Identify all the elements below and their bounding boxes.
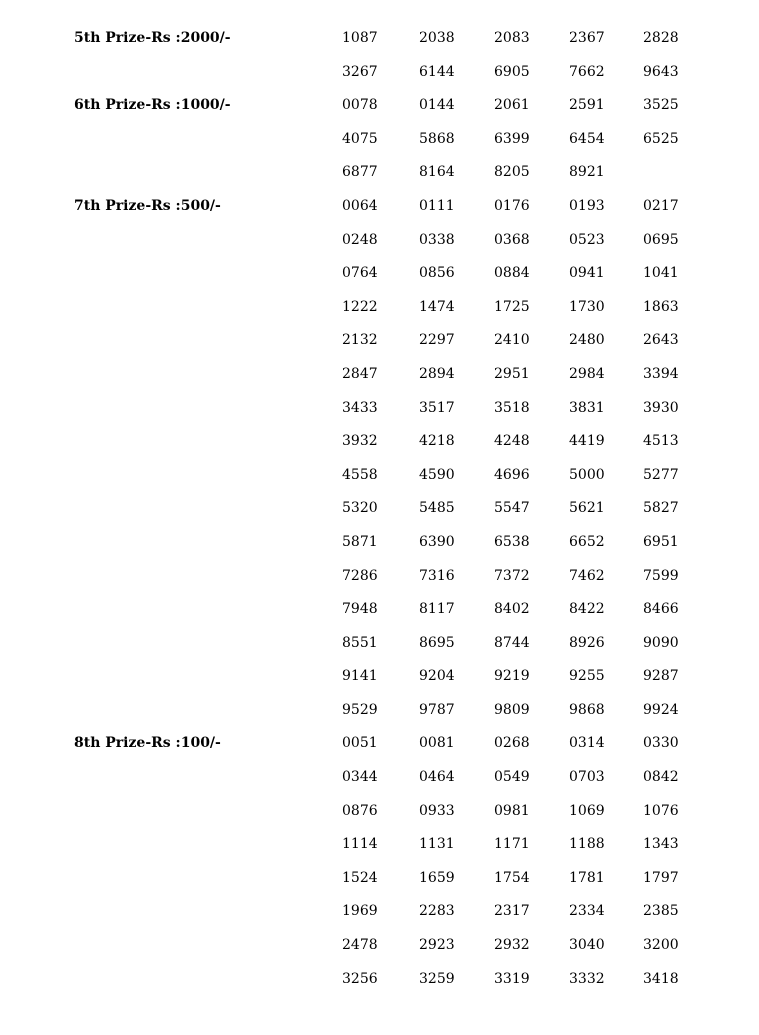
winning-number: 1343	[643, 836, 679, 853]
result-row	[0, 862, 759, 896]
winning-number: 2038	[419, 30, 455, 46]
winning-number: 6525	[643, 130, 679, 147]
winning-number: 2083	[494, 30, 530, 46]
result-row	[0, 123, 759, 157]
winning-number: 0344	[342, 769, 378, 786]
winning-number: 3259	[419, 970, 455, 987]
winning-number: 2385	[643, 903, 679, 920]
winning-number: 0856	[419, 265, 455, 282]
winning-number: 5868	[419, 130, 455, 147]
winning-number: 0876	[342, 802, 378, 819]
winning-number: 4075	[342, 130, 378, 147]
result-row	[0, 492, 759, 526]
winning-number: 2828	[643, 30, 679, 46]
result-row	[0, 526, 759, 560]
winning-number: 7462	[569, 567, 605, 584]
winning-number: 2480	[569, 332, 605, 349]
winning-number: 8402	[494, 601, 530, 618]
winning-number: 9809	[494, 701, 530, 718]
winning-number: 2334	[569, 903, 605, 920]
winning-number: 0933	[419, 802, 455, 819]
winning-number: 2894	[419, 365, 455, 382]
result-row	[0, 694, 759, 728]
winning-number: 1524	[342, 869, 378, 886]
result-row	[0, 392, 759, 426]
result-row	[0, 291, 759, 325]
result-row	[0, 560, 759, 594]
winning-number: 0884	[494, 265, 530, 282]
winning-number: 8205	[494, 164, 530, 181]
winning-number: 2643	[643, 332, 679, 349]
prize-label: 8th Prize-Rs :100/-	[74, 735, 221, 752]
winning-number: 2132	[342, 332, 378, 349]
winning-number: 1730	[569, 298, 605, 315]
winning-number: 0193	[569, 197, 605, 214]
winning-number: 3517	[419, 399, 455, 416]
result-row	[0, 660, 759, 694]
winning-number: 0549	[494, 769, 530, 786]
result-row	[0, 224, 759, 258]
winning-number: 4590	[419, 466, 455, 483]
winning-number: 2932	[494, 937, 530, 954]
result-row	[0, 156, 759, 190]
winning-number: 1069	[569, 802, 605, 819]
winning-number: 1725	[494, 298, 530, 315]
winning-number: 0764	[342, 265, 378, 282]
result-row	[0, 895, 759, 929]
winning-number: 9868	[569, 701, 605, 718]
winning-number: 0248	[342, 231, 378, 248]
winning-number: 2478	[342, 937, 378, 954]
winning-number: 2984	[569, 365, 605, 382]
winning-number: 3200	[643, 937, 679, 954]
winning-number: 8551	[342, 634, 378, 651]
winning-number: 1041	[643, 265, 679, 282]
winning-number: 2951	[494, 365, 530, 382]
winning-number: 3831	[569, 399, 605, 416]
winning-number: 9287	[643, 668, 679, 685]
result-row	[0, 324, 759, 358]
winning-number: 1863	[643, 298, 679, 315]
winning-number: 0111	[419, 197, 455, 214]
winning-number: 5871	[342, 533, 378, 550]
winning-number: 5621	[569, 500, 605, 517]
winning-number: 4558	[342, 466, 378, 483]
winning-number: 6951	[643, 533, 679, 550]
winning-number: 1087	[342, 30, 378, 46]
winning-number: 4696	[494, 466, 530, 483]
winning-number: 7948	[342, 601, 378, 618]
winning-number: 1171	[494, 836, 530, 853]
winning-number: 0078	[342, 97, 378, 114]
winning-number: 8422	[569, 601, 605, 618]
winning-number: 3418	[643, 970, 679, 987]
winning-number: 2317	[494, 903, 530, 920]
winning-number: 5320	[342, 500, 378, 517]
prize-label: 6th Prize-Rs :1000/-	[74, 97, 231, 114]
winning-number: 7316	[419, 567, 455, 584]
winning-number: 3267	[342, 63, 378, 80]
winning-number: 2591	[569, 97, 605, 114]
winning-number: 0144	[419, 97, 455, 114]
winning-number: 2283	[419, 903, 455, 920]
prize-label: 5th Prize-Rs :2000/-	[74, 30, 231, 46]
result-row	[0, 828, 759, 862]
result-row	[0, 257, 759, 291]
winning-number: 9787	[419, 701, 455, 718]
winning-number: 2410	[494, 332, 530, 349]
winning-number: 3930	[643, 399, 679, 416]
result-row	[0, 22, 759, 56]
winning-number: 0981	[494, 802, 530, 819]
winning-number: 0051	[342, 735, 378, 752]
winning-number: 3433	[342, 399, 378, 416]
result-row	[0, 459, 759, 493]
winning-number: 3518	[494, 399, 530, 416]
winning-number: 2923	[419, 937, 455, 954]
winning-number: 0842	[643, 769, 679, 786]
winning-number: 6454	[569, 130, 605, 147]
winning-number: 7372	[494, 567, 530, 584]
winning-number: 0695	[643, 231, 679, 248]
winning-number: 1076	[643, 802, 679, 819]
winning-number: 5485	[419, 500, 455, 517]
winning-number: 1659	[419, 869, 455, 886]
result-row	[0, 425, 759, 459]
result-row	[0, 963, 759, 997]
winning-number: 8466	[643, 601, 679, 618]
winning-number: 6390	[419, 533, 455, 550]
winning-number: 0368	[494, 231, 530, 248]
winning-number: 6652	[569, 533, 605, 550]
winning-number: 0176	[494, 197, 530, 214]
winning-number: 1797	[643, 869, 679, 886]
winning-number: 3525	[643, 97, 679, 114]
winning-number: 3394	[643, 365, 679, 382]
winning-number: 9255	[569, 668, 605, 685]
result-row	[0, 727, 759, 761]
winning-number: 8695	[419, 634, 455, 651]
winning-number: 5827	[643, 500, 679, 517]
winning-number: 7662	[569, 63, 605, 80]
winning-number: 2297	[419, 332, 455, 349]
result-row	[0, 358, 759, 392]
winning-number: 9529	[342, 701, 378, 718]
winning-number: 3932	[342, 433, 378, 450]
winning-number: 0941	[569, 265, 605, 282]
result-row	[0, 190, 759, 224]
winning-number: 1754	[494, 869, 530, 886]
result-row	[0, 89, 759, 123]
winning-number: 0064	[342, 197, 378, 214]
winning-number: 4513	[643, 433, 679, 450]
winning-number: 8744	[494, 634, 530, 651]
winning-number: 5000	[569, 466, 605, 483]
winning-number: 0703	[569, 769, 605, 786]
winning-number: 6905	[494, 63, 530, 80]
winning-number: 4218	[419, 433, 455, 450]
winning-number: 2847	[342, 365, 378, 382]
result-row	[0, 761, 759, 795]
winning-number: 1969	[342, 903, 378, 920]
winning-number: 1474	[419, 298, 455, 315]
winning-number: 8926	[569, 634, 605, 651]
winning-number: 7599	[643, 567, 679, 584]
winning-number: 9204	[419, 668, 455, 685]
winning-number: 3319	[494, 970, 530, 987]
winning-number: 0268	[494, 735, 530, 752]
prize-label: 7th Prize-Rs :500/-	[74, 197, 221, 214]
winning-number: 1222	[342, 298, 378, 315]
winning-number: 0081	[419, 735, 455, 752]
winning-number: 8117	[419, 601, 455, 618]
result-row	[0, 627, 759, 661]
winning-number: 1131	[419, 836, 455, 853]
winning-number: 2061	[494, 97, 530, 114]
winning-number: 9643	[643, 63, 679, 80]
winning-number: 8164	[419, 164, 455, 181]
winning-number: 9141	[342, 668, 378, 685]
winning-number: 6144	[419, 63, 455, 80]
winning-number: 0464	[419, 769, 455, 786]
winning-number: 1188	[569, 836, 605, 853]
winning-number: 9219	[494, 668, 530, 685]
winning-number: 0217	[643, 197, 679, 214]
results-list	[0, 22, 759, 996]
winning-number: 1781	[569, 869, 605, 886]
result-row	[0, 56, 759, 90]
winning-number: 0338	[419, 231, 455, 248]
winning-number: 6877	[342, 164, 378, 181]
winning-number: 8921	[569, 164, 605, 181]
winning-number: 9090	[643, 634, 679, 651]
winning-number: 5277	[643, 466, 679, 483]
winning-number: 5547	[494, 500, 530, 517]
winning-number: 3256	[342, 970, 378, 987]
winning-number: 6399	[494, 130, 530, 147]
winning-number: 3332	[569, 970, 605, 987]
winning-number: 6538	[494, 533, 530, 550]
winning-number: 4248	[494, 433, 530, 450]
winning-number: 3040	[569, 937, 605, 954]
result-row	[0, 929, 759, 963]
result-row	[0, 593, 759, 627]
winning-number: 4419	[569, 433, 605, 450]
winning-number: 0330	[643, 735, 679, 752]
winning-number: 9924	[643, 701, 679, 718]
winning-number: 0523	[569, 231, 605, 248]
winning-number: 2367	[569, 30, 605, 46]
winning-number: 0314	[569, 735, 605, 752]
winning-number: 1114	[342, 836, 378, 853]
result-row	[0, 795, 759, 829]
winning-number: 7286	[342, 567, 378, 584]
